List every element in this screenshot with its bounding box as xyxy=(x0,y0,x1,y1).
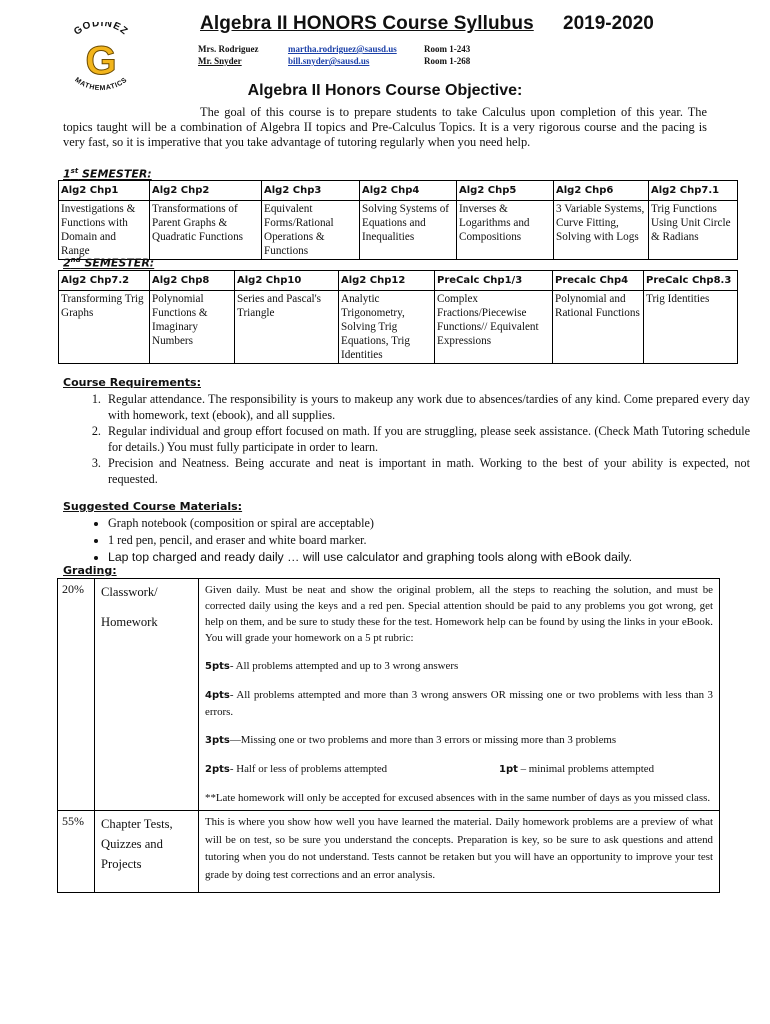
rubric-4pts xyxy=(205,687,713,720)
rubric-2-1pts xyxy=(205,761,713,778)
semester-2-table xyxy=(58,270,738,364)
email-link[interactable]: martha.rodriguez@sausd.us xyxy=(288,44,397,54)
semester-number: 2 xyxy=(63,256,71,270)
grading-table xyxy=(57,578,720,893)
teacher-names xyxy=(198,43,259,67)
rubric-label: 2pts xyxy=(205,764,230,775)
table-header-row xyxy=(59,181,738,201)
rubric-3pts xyxy=(205,732,713,749)
table-row xyxy=(58,579,720,811)
chapter-header: Alg2 Chp2 xyxy=(150,181,262,201)
grading-heading: Grading: xyxy=(63,564,117,577)
chapter-header: Alg2 Chp1 xyxy=(59,181,150,201)
rubric-2pts xyxy=(205,761,499,778)
table-row xyxy=(59,291,738,364)
svg-text:GODINEZ xyxy=(72,22,130,38)
category-line: Homework xyxy=(101,615,158,629)
rubric-label: 1pt xyxy=(499,764,518,775)
semester-suffix: st xyxy=(70,167,79,175)
chapter-header: Alg2 Chp3 xyxy=(262,181,360,201)
rubric-1pt xyxy=(499,761,654,778)
category-line: Quizzes and xyxy=(101,837,163,851)
logo-bottom-text: MATHEMATICS xyxy=(73,76,129,92)
rubric-text: - All problems attempted and up to 3 wrong answers xyxy=(229,660,459,672)
semester-1-label xyxy=(63,167,152,181)
chapter-header: Alg2 Chp12 xyxy=(339,271,435,291)
semester-suffix: nd xyxy=(70,256,81,264)
room-number: Room 1-268 xyxy=(424,56,471,66)
semester-label-text: SEMESTER: xyxy=(80,256,155,270)
chapter-topic: Series and Pascal's Triangle xyxy=(235,291,339,364)
rubric-text: – minimal problems attempted xyxy=(517,763,655,775)
chapter-topic: Transformations of Parent Graphs & Quadratic Functions xyxy=(150,201,262,260)
chapter-header: PreCalc Chp8.3 xyxy=(644,271,738,291)
semester-label-text: SEMESTER: xyxy=(78,167,152,181)
materials-heading: Suggested Course Materials: xyxy=(63,500,243,513)
school-year: 2019-2020 xyxy=(563,13,654,34)
chapter-topic: Polynomial Functions & Imaginary Numbers xyxy=(150,291,235,364)
chapter-topic: Investigations & Functions with Domain and Range xyxy=(59,201,150,260)
room-number: Room 1-243 xyxy=(424,44,471,54)
chapter-topic: Solving Systems of Equations and Inequalities xyxy=(360,201,457,260)
category-line: Classwork/ xyxy=(101,585,158,599)
materials-list xyxy=(63,515,754,566)
late-homework-note: **Late homework will only be accepted for excused absences with in the same number of days as you missed class. xyxy=(205,792,711,804)
grade-percent: 20% xyxy=(58,579,95,811)
table-row xyxy=(59,201,738,260)
chapter-header: Alg2 Chp6 xyxy=(554,181,649,201)
requirements-list xyxy=(63,391,750,487)
category-line: Projects xyxy=(101,857,142,871)
list-item: 1. Regular attendance. The responsibility is yours to makeup any work due to absences/tardies of any kind. Come prepared every day with homework, text (ebook), and all supplies. xyxy=(104,391,750,423)
list-item: 3. Precision and Neatness. Being accurate and neat is important in math. Working to the best of your ability is expected, not requested. xyxy=(104,455,750,487)
rubric-text: - Half or less of problems attempted xyxy=(229,763,388,775)
teacher-name: Mr. Snyder xyxy=(198,56,242,66)
chapter-topic: Transforming Trig Graphs xyxy=(59,291,150,364)
grade-category xyxy=(95,811,199,893)
homework-intro: Given daily. Must be neat and show the original problem, all the steps to reaching the solution, and must be corrected daily using the keys and a red pen. Special attention should be paid to any problems you got wrong, get help on them, and be sure to study these for the test. Homework help can be found by using the links in your eBook. You will grade your homework on a 5 pt rubric: xyxy=(205,584,713,644)
objective-heading: Algebra II Honors Course Objective: xyxy=(247,82,523,99)
logo-letter: G xyxy=(85,39,117,83)
teacher-rooms xyxy=(424,43,470,67)
rubric-text: - All problems attempted and more than 3 wrong answers OR missing one or two problems with less than 3 errors. xyxy=(205,689,713,718)
email-link[interactable]: bill.snyder@sausd.us xyxy=(288,56,370,66)
requirements-heading: Course Requirements: xyxy=(63,376,201,389)
chapter-topic: Trig Functions Using Unit Circle & Radians xyxy=(649,201,738,260)
teacher-emails xyxy=(288,43,397,67)
chapter-topic: Polynomial and Rational Functions xyxy=(553,291,644,364)
rubric-5pts xyxy=(205,658,713,675)
chapter-header: Alg2 Chp7.1 xyxy=(649,181,738,201)
grade-description xyxy=(199,579,720,811)
list-item: 2. Regular individual and group effort focused on math. If you are struggling, please seek assistance. (Check Math Tutoring schedule for details.) You must fully participate in order to learn. xyxy=(104,423,750,455)
category-line: Chapter Tests, xyxy=(101,817,173,831)
chapter-topic: 3 Variable Systems, Curve Fitting, Solving with Logs xyxy=(554,201,649,260)
list-item: • 1 red pen, pencil, and eraser and white board marker. xyxy=(108,532,754,549)
list-item: • Graph notebook (composition or spiral are acceptable) xyxy=(108,515,754,532)
logo-top-text: GODINEZ xyxy=(72,22,131,38)
chapter-topic: Equivalent Forms/Rational Operations & Functions xyxy=(262,201,360,260)
rubric-label: 5pts xyxy=(205,661,230,672)
chapter-topic: Trig Identities xyxy=(644,291,738,364)
chapter-topic: Analytic Trigonometry, Solving Trig Equations, Trig Identities xyxy=(339,291,435,364)
chapter-header: Alg2 Chp7.2 xyxy=(59,271,150,291)
semester-2-label xyxy=(63,256,154,270)
rubric-label: 4pts xyxy=(205,690,230,701)
table-row xyxy=(58,811,720,893)
chapter-header: Alg2 Chp8 xyxy=(150,271,235,291)
grade-category xyxy=(95,579,199,811)
list-item: • Lap top charged and ready daily … will use calculator and graphing tools along with eBook daily. xyxy=(108,549,754,566)
chapter-header: Precalc Chp4 xyxy=(553,271,644,291)
grade-description: This is where you show how well you have learned the material. Daily homework problems are a preview of what will be on test, so be sure you understand the concepts. Preparation is key, so be sure to ask questions and attend tutoring when you do not understand. Tests cannot be retaken but you will have an opportunity to improve your test grade by doing test corrections and an error analysis. xyxy=(199,811,720,893)
semester-number: 1 xyxy=(63,167,71,181)
chapter-header: Alg2 Chp4 xyxy=(360,181,457,201)
chapter-topic: Complex Fractions/Piecewise Functions// Equivalent Expressions xyxy=(435,291,553,364)
page-title: Algebra II HONORS Course Syllubus xyxy=(200,13,534,34)
grade-percent: 55% xyxy=(58,811,95,893)
chapter-header: PreCalc Chp1/3 xyxy=(435,271,553,291)
teacher-name: Mrs. Rodriguez xyxy=(198,44,259,54)
chapter-topic: Inverses & Logarithms and Compositions xyxy=(457,201,554,260)
table-header-row xyxy=(59,271,738,291)
chapter-header: Alg2 Chp10 xyxy=(235,271,339,291)
chapter-header: Alg2 Chp5 xyxy=(457,181,554,201)
rubric-text: —Missing one or two problems and more than 3 errors or missing more than 3 problems xyxy=(229,734,617,746)
rubric-label: 3pts xyxy=(205,735,230,746)
objective-text: The goal of this course is to prepare students to take Calculus upon completion of this year. The topics taught will be a combination of Algebra II topics and Pre-Calculus Topics. It is a very rigorous course and the pacing is very fast, so it is imperative that you take advantage of tutoring regularly when you need help. xyxy=(63,105,707,149)
semester-1-table xyxy=(58,180,738,260)
